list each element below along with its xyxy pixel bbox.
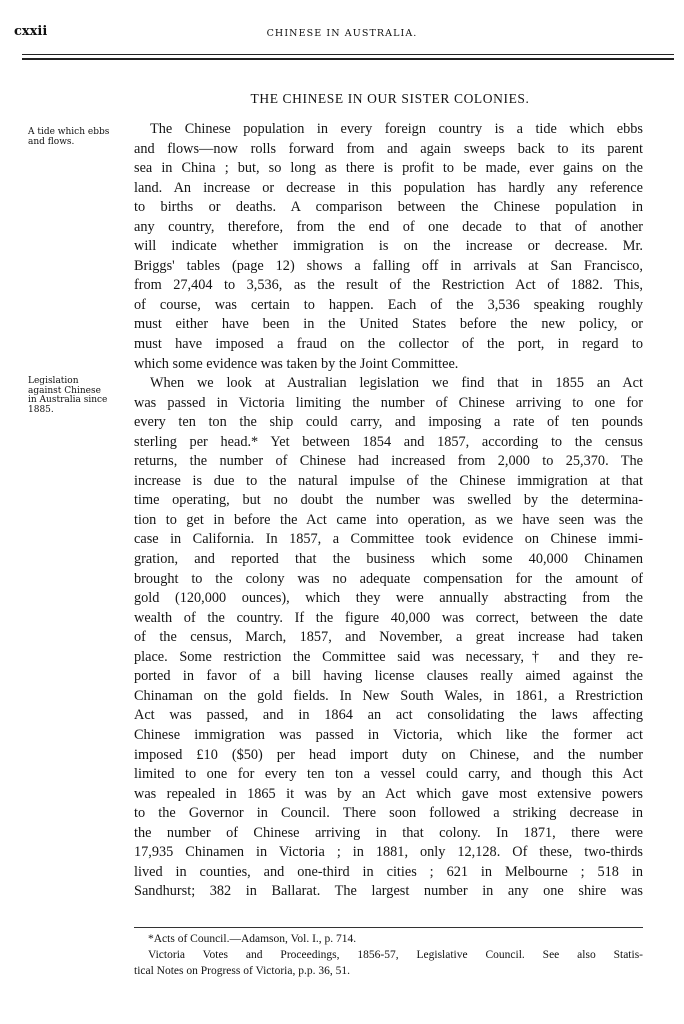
margin-note-line: 1885. bbox=[28, 404, 54, 415]
margin-note-line: and flows. bbox=[28, 136, 75, 147]
body-line: gold (120,000 ounces), which they were annually abstracting from the bbox=[134, 590, 643, 607]
margin-note-legislation bbox=[28, 377, 140, 415]
body-line: will indicate whether immigration is on the increase or decrease. Mr. bbox=[134, 238, 643, 255]
body-line: Chinese immigration was passed in Victoria, which like the former act bbox=[134, 726, 643, 743]
body-line: The Chinese population in every foreign country is a tide which ebbs bbox=[150, 121, 643, 137]
margin-note-line: in Australia since bbox=[28, 395, 108, 405]
body-line: land. An increase or decrease in this population has hardly any reference bbox=[134, 179, 643, 196]
body-line: Briggs' tables (page 12) shows a falling off in arrivals at San Francisco, bbox=[134, 257, 643, 274]
body-line: Act was passed, and in 1864 an act consolidating the laws affecting bbox=[134, 707, 643, 724]
body-line: ported in favor of a bill having license clauses really aimed against the bbox=[134, 668, 643, 685]
footnote: Victoria Votes and Proceedings, 1856-57, Legislative Council. See also Statis- bbox=[148, 949, 643, 961]
body-line: must have imposed a fraud on the collector of the port, in regard to bbox=[134, 336, 643, 353]
body-line: any country, therefore, from the end of one decade to that of another bbox=[134, 218, 643, 235]
body-line: returns, the number of Chinese had increased from 2,000 to 25,370. The bbox=[134, 453, 643, 470]
body-line: to the Governor in Council. There soon followed a striking decrease in bbox=[134, 805, 643, 822]
body-line: wealth of the country. If the figure 40,000 was correct, between the date bbox=[134, 609, 643, 626]
margin-note-tide bbox=[28, 128, 140, 147]
margin-note-line: against Chinese bbox=[28, 385, 101, 396]
body-line: lived in counties, and one-third in cities ; 621 in Melbourne ; 518 in bbox=[134, 863, 643, 880]
body-line: to births or deaths. A comparison between the Chinese population in bbox=[134, 199, 643, 216]
body-line: from 27,404 to 3,536, as the result of the Restriction Act of 1882. This, bbox=[134, 277, 643, 294]
body-line: 17,935 Chinamen in Victoria ; in 1881, only 12,128. Of these, two-thirds bbox=[134, 844, 643, 861]
margin-note-line: A tide which ebbs bbox=[28, 127, 110, 137]
body-line: increase is due to the natural impulse of the Chinese immigration at that bbox=[134, 472, 643, 489]
body-line: When we look at Australian legislation we find that in 1855 an Act bbox=[150, 375, 643, 392]
page-number: cxxii bbox=[14, 24, 48, 39]
header-rule bbox=[22, 54, 674, 55]
body-line: case in California. In 1857, a Committee took evidence on Chinese immi- bbox=[134, 531, 643, 548]
body-text bbox=[134, 120, 643, 902]
body-line: of course, was certain to happen. Each of the 3,536 speaking roughly bbox=[134, 296, 643, 313]
footnote: tical Notes on Progress of Victoria, p.p. 36, 51. bbox=[134, 965, 350, 977]
body-line: brought to the colony was no adequate compensation for the amount of bbox=[134, 570, 643, 587]
header-rule-double bbox=[22, 58, 674, 60]
footnotes bbox=[134, 931, 643, 979]
body-line: was passed in Victoria limiting the number of Chinese arriving to one for bbox=[134, 394, 643, 411]
body-line: imposed £10 ($50) per head import duty on Chinese, and the number bbox=[134, 746, 643, 763]
body-line: Chinaman on the gold fields. In New South Wales, in 1861, a Rrestriction bbox=[134, 687, 643, 704]
body-line: which some evidence was taken by the Joint Committee. bbox=[134, 355, 459, 372]
section-title: THE CHINESE IN OUR SISTER COLONIES. bbox=[250, 91, 530, 106]
body-line: sterling per head.* Yet between 1854 and 1857, according to the census bbox=[134, 433, 643, 450]
running-head: CHINESE IN AUSTRALIA. bbox=[266, 28, 418, 39]
body-line: was repealed in 1865 it was by an Act which gave most extensive powers bbox=[134, 785, 643, 802]
body-line: of the census, March, 1857, and November, a great increase had taken bbox=[134, 629, 643, 646]
body-line: tion to get in before the Act came into operation, as we have seen was the bbox=[134, 511, 643, 528]
body-line: gration, and reported that the business which some 40,000 Chinamen bbox=[134, 551, 643, 568]
body-line: every ten ton the ship could carry, and imposing a rate of ten pounds bbox=[134, 414, 643, 431]
footnote: *Acts of Council.—Adamson, Vol. I., p. 714. bbox=[148, 933, 357, 945]
body-line: limited to one for every ten ton a vessel could carry, and though this Act bbox=[134, 766, 643, 783]
body-line: the number of Chinese arriving in that colony. In 1871, there were bbox=[134, 824, 643, 841]
footnote-rule bbox=[134, 927, 643, 928]
body-line: must either have been in the United States before the new policy, or bbox=[134, 316, 643, 333]
body-line: place. Some restriction the Committee said was necessary,† and they re- bbox=[134, 648, 643, 665]
body-line: time operating, but no doubt the number was swelled by the determina- bbox=[134, 492, 643, 509]
body-line: sea in China ; but, so long as there is profit to be made, ever gains on the bbox=[134, 160, 643, 177]
body-line: and flows—now rolls forward from and again sweeps back to its parent bbox=[134, 140, 643, 157]
body-line: Sandhurst; 382 in Ballarat. The largest number in any one shire was bbox=[134, 883, 643, 900]
margin-note-line: Legislation bbox=[28, 376, 79, 386]
